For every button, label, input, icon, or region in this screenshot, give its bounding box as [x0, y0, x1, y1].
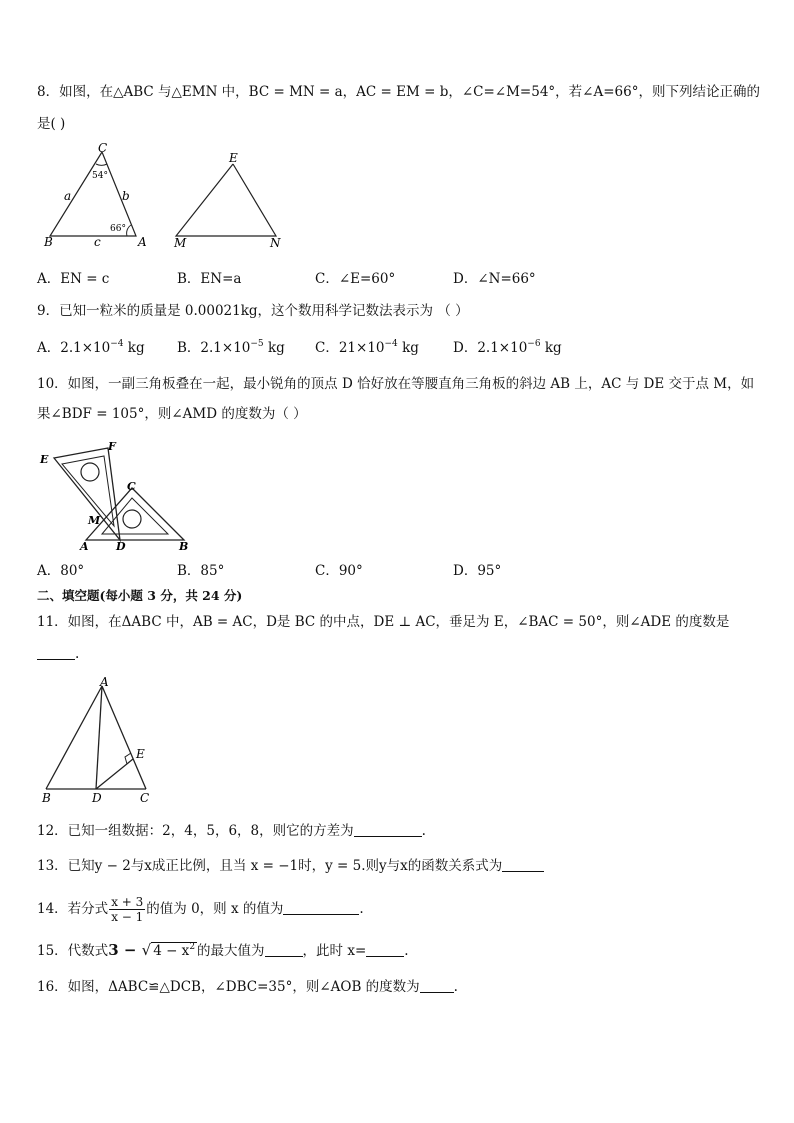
q11-label-e: E: [136, 747, 145, 761]
q15-answer-blank-max[interactable]: [265, 942, 303, 957]
q11-figure-isosceles-triangle: [40, 676, 160, 811]
q8-option-a: A．EN = c: [37, 271, 110, 287]
q10-label-c: C: [127, 480, 136, 493]
q10-label-b: B: [179, 540, 189, 553]
q13-stem: 13．已知y − 2与x成正比例，且当 x = −1时，y = 5.则y与x的函数关系式为: [37, 857, 544, 875]
q12-stem: 12．已知一组数据：2，4，5，6，8，则它的方差为 .: [37, 823, 426, 839]
q14-stem: 14．若分式 $\frac{x + 3}{x - 1}$ 的值为 0，则 x 的值为 .: [37, 895, 364, 924]
q8-label-m: M: [174, 236, 187, 250]
q11-label-a: A: [100, 675, 109, 689]
q8-label-a: A: [138, 235, 147, 249]
q11-label-b: B: [42, 791, 51, 805]
q11-answer-blank[interactable]: [37, 645, 75, 660]
q9-option-a: A．$2.1\times 10^{-4}$ kg: [37, 339, 145, 356]
q10-label-a: A: [80, 540, 89, 553]
q10-label-m: M: [88, 514, 101, 527]
q10-stem-line1: 10．如图，一副三角板叠在一起，最小锐角的顶点 D 恰好放在等腰直角三角板的斜边 AB 上，AC 与 DE 交于点 M，如: [37, 376, 755, 392]
q12-answer-blank[interactable]: [354, 822, 422, 837]
q8-stem-line2: 是( ): [37, 116, 66, 132]
q8-option-b: B．EN=a: [177, 271, 242, 287]
q9-stem: 9．已知一粒米的质量是 0.00021kg，这个数用科学记数法表示为 （ ）: [37, 303, 469, 319]
q8-stem-line1: 8．如图，在△ABC 与△EMN 中，BC = MN = a，AC = EM = b，∠C=∠M=54°，若∠A=66°，则下列结论正确的: [37, 84, 760, 100]
q8-angle-a: 66°: [110, 224, 126, 234]
q16-answer-blank[interactable]: [420, 978, 454, 993]
q8-label-n: N: [270, 236, 281, 250]
q9-option-b: B．$2.1\times 10^{-5}$ kg: [177, 339, 285, 356]
q9-option-d: D．$2.1\times 10^{-6}$ kg: [453, 339, 562, 356]
q10-label-e: E: [40, 453, 49, 466]
q15-radical: √: [141, 941, 152, 959]
q14-fraction: $\frac{x + 3}{x - 1}$: [111, 895, 144, 924]
q10-label-f: F: [108, 440, 116, 453]
section-heading-fill-blank: 二、填空题(每小题 3 分，共 24 分): [37, 588, 243, 603]
q15-radicand: $4 - x^2$: [153, 942, 196, 959]
q8-option-d: D．∠N=66°: [453, 271, 536, 287]
q11-stem-line1: 11．如图，在ΔABC 中，AB = AC，D是 BC 的中点，DE ⊥ AC，垂足为 E，∠BAC = 50°，则∠ADE 的度数是: [37, 614, 730, 630]
q15-stem: 15．代数式3 − √ $4 - x^2$ 的最大值为 ，此时 x= .: [37, 941, 409, 959]
q8-side-a: a: [64, 189, 72, 203]
q8-label-b: B: [44, 235, 53, 249]
q8-angle-c: 54°: [92, 171, 108, 181]
q14-answer-blank[interactable]: [283, 900, 359, 915]
q11-stem-line2: .: [37, 645, 79, 663]
q8-side-c: c: [94, 235, 101, 249]
q10-option-d: D．95°: [453, 563, 502, 579]
q8-option-c: C．∠E=60°: [315, 271, 396, 287]
q8-label-c: C: [98, 141, 108, 155]
q9-option-c: C．$21\times 10^{-4}$ kg: [315, 339, 419, 356]
q10-stem-line2: 果∠BDF = 105°，则∠AMD 的度数为（ ）: [37, 406, 307, 422]
q8-figure-triangle-abc: [40, 140, 150, 250]
q15-answer-blank-x[interactable]: [366, 942, 404, 957]
q10-figure-set-squares: [36, 436, 196, 554]
q10-option-b: B．85°: [177, 563, 225, 579]
q8-figure-triangle-emn: [170, 150, 290, 250]
q10-option-a: A．80°: [37, 563, 85, 579]
q10-option-c: C．90°: [315, 563, 363, 579]
q13-answer-blank[interactable]: [502, 857, 544, 872]
q16-stem: 16．如图，ΔABC≌△DCB，∠DBC=35°，则∠AOB 的度数为 .: [37, 979, 458, 995]
q8-side-b: b: [122, 189, 130, 203]
q11-label-c: C: [140, 791, 150, 805]
q8-label-e: E: [229, 151, 238, 165]
q10-label-d: D: [116, 540, 126, 553]
q11-label-d: D: [92, 791, 102, 805]
